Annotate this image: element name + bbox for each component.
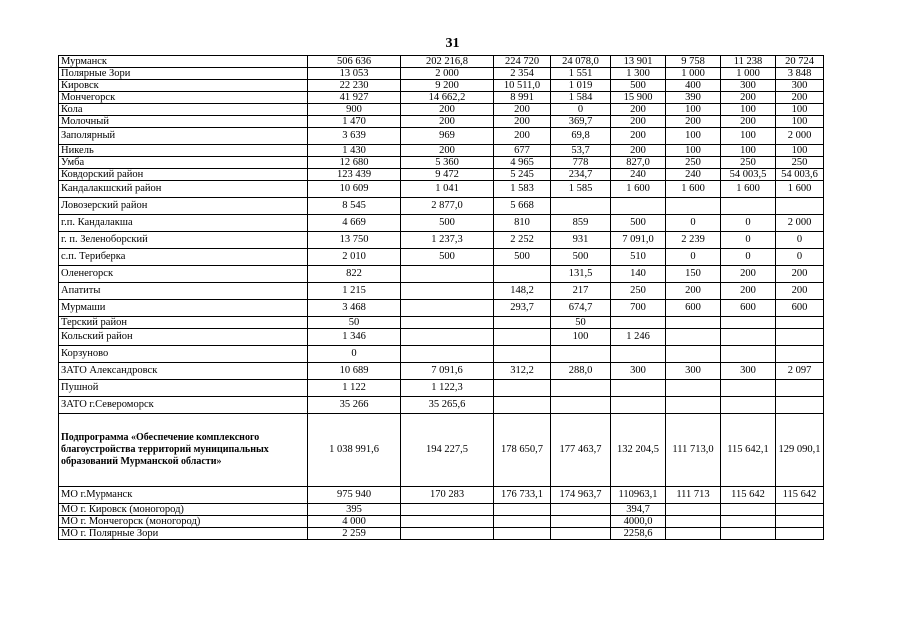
value-cell-1: 1 215 <box>308 283 401 300</box>
value-cell-2 <box>401 266 494 283</box>
value-cell-4: 24 078,0 <box>551 56 611 68</box>
table-row <box>59 363 824 380</box>
table-row <box>59 487 824 504</box>
value-cell-3: 500 <box>494 249 551 266</box>
table-row <box>59 128 824 145</box>
value-cell-7: 11 238 <box>721 56 776 68</box>
table-row <box>59 145 824 157</box>
value-cell-5: 110963,1 <box>611 487 666 504</box>
value-cell-1: 1 038 991,6 <box>308 414 401 487</box>
table-row <box>59 516 824 528</box>
value-cell-3: 4 965 <box>494 157 551 169</box>
value-cell-8 <box>776 198 824 215</box>
value-cell-4 <box>551 528 611 540</box>
value-cell-4: 131,5 <box>551 266 611 283</box>
value-cell-6: 100 <box>666 104 721 116</box>
value-cell-7 <box>721 198 776 215</box>
table-row <box>59 300 824 317</box>
value-cell-5: 500 <box>611 80 666 92</box>
value-cell-6: 2 239 <box>666 232 721 249</box>
value-cell-7: 300 <box>721 363 776 380</box>
value-cell-6: 240 <box>666 169 721 181</box>
value-cell-2: 500 <box>401 215 494 232</box>
value-cell-4: 53,7 <box>551 145 611 157</box>
value-cell-8 <box>776 380 824 397</box>
value-cell-1: 1 470 <box>308 116 401 128</box>
row-label-cell: Ковдорский район <box>59 169 308 181</box>
value-cell-6: 100 <box>666 128 721 145</box>
value-cell-6: 0 <box>666 215 721 232</box>
value-cell-2: 200 <box>401 116 494 128</box>
budget-table <box>58 55 824 540</box>
row-label-cell: Молочный <box>59 116 308 128</box>
value-cell-1: 900 <box>308 104 401 116</box>
value-cell-8: 200 <box>776 266 824 283</box>
value-cell-5: 13 901 <box>611 56 666 68</box>
value-cell-4: 100 <box>551 329 611 346</box>
value-cell-3: 810 <box>494 215 551 232</box>
value-cell-1: 395 <box>308 504 401 516</box>
row-label-cell: Кировск <box>59 80 308 92</box>
value-cell-6: 100 <box>666 145 721 157</box>
value-cell-6: 0 <box>666 249 721 266</box>
value-cell-3 <box>494 346 551 363</box>
value-cell-4: 1 585 <box>551 181 611 198</box>
row-label-cell: МО г. Мончегорск (моногород) <box>59 516 308 528</box>
value-cell-8: 100 <box>776 116 824 128</box>
row-label-cell: Апатиты <box>59 283 308 300</box>
row-label-cell: Заполярный <box>59 128 308 145</box>
table-row <box>59 181 824 198</box>
table-row <box>59 380 824 397</box>
value-cell-5: 827,0 <box>611 157 666 169</box>
value-cell-4 <box>551 397 611 414</box>
value-cell-5: 250 <box>611 283 666 300</box>
value-cell-5: 200 <box>611 104 666 116</box>
value-cell-7: 0 <box>721 215 776 232</box>
value-cell-5: 7 091,0 <box>611 232 666 249</box>
table-row <box>59 92 824 104</box>
value-cell-5: 200 <box>611 128 666 145</box>
value-cell-3 <box>494 266 551 283</box>
value-cell-2: 14 662,2 <box>401 92 494 104</box>
row-label-cell: Терский район <box>59 317 308 329</box>
value-cell-8: 54 003,6 <box>776 169 824 181</box>
value-cell-2: 500 <box>401 249 494 266</box>
value-cell-6 <box>666 329 721 346</box>
value-cell-3 <box>494 528 551 540</box>
value-cell-1: 3 639 <box>308 128 401 145</box>
value-cell-6 <box>666 198 721 215</box>
value-cell-5: 394,7 <box>611 504 666 516</box>
value-cell-5 <box>611 380 666 397</box>
value-cell-6: 9 758 <box>666 56 721 68</box>
row-label-cell: Мурманск <box>59 56 308 68</box>
value-cell-6: 1 600 <box>666 181 721 198</box>
value-cell-4: 69,8 <box>551 128 611 145</box>
value-cell-4: 288,0 <box>551 363 611 380</box>
value-cell-7: 100 <box>721 104 776 116</box>
value-cell-2 <box>401 528 494 540</box>
value-cell-1: 822 <box>308 266 401 283</box>
value-cell-1: 1 122 <box>308 380 401 397</box>
subprogram-row <box>59 414 824 487</box>
value-cell-1: 10 609 <box>308 181 401 198</box>
value-cell-5: 300 <box>611 363 666 380</box>
value-cell-8: 1 600 <box>776 181 824 198</box>
value-cell-3: 5 245 <box>494 169 551 181</box>
value-cell-6: 250 <box>666 157 721 169</box>
value-cell-7 <box>721 346 776 363</box>
value-cell-3: 293,7 <box>494 300 551 317</box>
value-cell-1: 41 927 <box>308 92 401 104</box>
value-cell-4 <box>551 516 611 528</box>
value-cell-7: 115 642 <box>721 487 776 504</box>
value-cell-6: 200 <box>666 283 721 300</box>
value-cell-4 <box>551 346 611 363</box>
value-cell-3: 677 <box>494 145 551 157</box>
value-cell-4: 1 584 <box>551 92 611 104</box>
row-label-cell: Пушной <box>59 380 308 397</box>
row-label-cell: Мурмаши <box>59 300 308 317</box>
table-row <box>59 266 824 283</box>
value-cell-8 <box>776 317 824 329</box>
value-cell-6: 111 713 <box>666 487 721 504</box>
table-row <box>59 169 824 181</box>
row-label-cell: ЗАТО г.Североморск <box>59 397 308 414</box>
row-label-cell: МО г. Полярные Зори <box>59 528 308 540</box>
value-cell-6: 300 <box>666 363 721 380</box>
value-cell-1: 3 468 <box>308 300 401 317</box>
value-cell-7: 1 000 <box>721 68 776 80</box>
value-cell-7: 0 <box>721 249 776 266</box>
value-cell-5 <box>611 198 666 215</box>
row-label-cell: Никель <box>59 145 308 157</box>
value-cell-7: 200 <box>721 266 776 283</box>
table-row <box>59 116 824 128</box>
value-cell-8: 2 000 <box>776 215 824 232</box>
table-row <box>59 528 824 540</box>
value-cell-4: 859 <box>551 215 611 232</box>
value-cell-5: 15 900 <box>611 92 666 104</box>
value-cell-8: 3 848 <box>776 68 824 80</box>
value-cell-6: 600 <box>666 300 721 317</box>
value-cell-2 <box>401 283 494 300</box>
table-row <box>59 397 824 414</box>
value-cell-1: 50 <box>308 317 401 329</box>
value-cell-3: 176 733,1 <box>494 487 551 504</box>
value-cell-7: 100 <box>721 145 776 157</box>
value-cell-8: 129 090,1 <box>776 414 824 487</box>
value-cell-3 <box>494 504 551 516</box>
value-cell-7: 300 <box>721 80 776 92</box>
table-row <box>59 283 824 300</box>
value-cell-6 <box>666 317 721 329</box>
table-row <box>59 329 824 346</box>
value-cell-3: 10 511,0 <box>494 80 551 92</box>
value-cell-6: 1 000 <box>666 68 721 80</box>
value-cell-2: 1 041 <box>401 181 494 198</box>
value-cell-1: 975 940 <box>308 487 401 504</box>
value-cell-7 <box>721 329 776 346</box>
value-cell-4 <box>551 198 611 215</box>
row-label-cell: Кольский район <box>59 329 308 346</box>
value-cell-8: 115 642 <box>776 487 824 504</box>
value-cell-1: 12 680 <box>308 157 401 169</box>
value-cell-4: 50 <box>551 317 611 329</box>
value-cell-2: 7 091,6 <box>401 363 494 380</box>
value-cell-5: 700 <box>611 300 666 317</box>
value-cell-6: 111 713,0 <box>666 414 721 487</box>
value-cell-6: 390 <box>666 92 721 104</box>
value-cell-3 <box>494 397 551 414</box>
row-label-cell: Корзуново <box>59 346 308 363</box>
value-cell-4: 500 <box>551 249 611 266</box>
value-cell-3 <box>494 380 551 397</box>
value-cell-5 <box>611 397 666 414</box>
value-cell-8: 0 <box>776 232 824 249</box>
value-cell-2 <box>401 300 494 317</box>
value-cell-2: 969 <box>401 128 494 145</box>
value-cell-2: 200 <box>401 104 494 116</box>
value-cell-3 <box>494 516 551 528</box>
value-cell-3: 1 583 <box>494 181 551 198</box>
value-cell-3: 200 <box>494 128 551 145</box>
value-cell-5: 200 <box>611 116 666 128</box>
value-cell-7 <box>721 397 776 414</box>
value-cell-8 <box>776 397 824 414</box>
value-cell-4: 177 463,7 <box>551 414 611 487</box>
value-cell-7 <box>721 528 776 540</box>
value-cell-5: 132 204,5 <box>611 414 666 487</box>
value-cell-3: 224 720 <box>494 56 551 68</box>
table-row <box>59 157 824 169</box>
value-cell-5: 2258,6 <box>611 528 666 540</box>
value-cell-5: 1 246 <box>611 329 666 346</box>
value-cell-2: 2 000 <box>401 68 494 80</box>
value-cell-2: 2 877,0 <box>401 198 494 215</box>
value-cell-4: 234,7 <box>551 169 611 181</box>
value-cell-2 <box>401 346 494 363</box>
table-row <box>59 317 824 329</box>
value-cell-1: 8 545 <box>308 198 401 215</box>
row-label-cell: МО г. Кировск (моногород) <box>59 504 308 516</box>
table-row <box>59 104 824 116</box>
value-cell-1: 0 <box>308 346 401 363</box>
value-cell-3 <box>494 329 551 346</box>
value-cell-3: 148,2 <box>494 283 551 300</box>
value-cell-1: 2 010 <box>308 249 401 266</box>
value-cell-8 <box>776 346 824 363</box>
row-label-cell: ЗАТО Александровск <box>59 363 308 380</box>
value-cell-7: 200 <box>721 116 776 128</box>
value-cell-7 <box>721 380 776 397</box>
table-body <box>59 56 824 540</box>
value-cell-1: 123 439 <box>308 169 401 181</box>
value-cell-8: 600 <box>776 300 824 317</box>
value-cell-7: 100 <box>721 128 776 145</box>
row-label-cell: г. п. Зеленоборский <box>59 232 308 249</box>
value-cell-8: 100 <box>776 145 824 157</box>
value-cell-1: 4 669 <box>308 215 401 232</box>
value-cell-3: 8 991 <box>494 92 551 104</box>
value-cell-3: 200 <box>494 104 551 116</box>
row-label-cell: Подпрограмма «Обеспечение комплексного благоустройства территорий муниципальных образований Мурманской области» <box>59 414 308 487</box>
row-label-cell: Мончегорск <box>59 92 308 104</box>
value-cell-5: 1 600 <box>611 181 666 198</box>
value-cell-4: 174 963,7 <box>551 487 611 504</box>
value-cell-7: 115 642,1 <box>721 414 776 487</box>
value-cell-3 <box>494 317 551 329</box>
value-cell-4: 369,7 <box>551 116 611 128</box>
value-cell-2 <box>401 516 494 528</box>
table-row <box>59 249 824 266</box>
value-cell-6 <box>666 504 721 516</box>
table-row <box>59 80 824 92</box>
value-cell-2 <box>401 329 494 346</box>
value-cell-7 <box>721 504 776 516</box>
value-cell-8: 20 724 <box>776 56 824 68</box>
value-cell-6 <box>666 528 721 540</box>
value-cell-8 <box>776 329 824 346</box>
value-cell-1: 35 266 <box>308 397 401 414</box>
value-cell-2 <box>401 317 494 329</box>
value-cell-1: 13 750 <box>308 232 401 249</box>
value-cell-7: 1 600 <box>721 181 776 198</box>
value-cell-8: 200 <box>776 283 824 300</box>
value-cell-8 <box>776 516 824 528</box>
value-cell-3: 2 354 <box>494 68 551 80</box>
value-cell-2 <box>401 504 494 516</box>
value-cell-8: 100 <box>776 104 824 116</box>
row-label-cell: Ловозерский район <box>59 198 308 215</box>
value-cell-2: 200 <box>401 145 494 157</box>
value-cell-4 <box>551 380 611 397</box>
value-cell-8: 0 <box>776 249 824 266</box>
value-cell-5 <box>611 317 666 329</box>
value-cell-1: 13 053 <box>308 68 401 80</box>
value-cell-1: 2 259 <box>308 528 401 540</box>
value-cell-4: 1 019 <box>551 80 611 92</box>
value-cell-7: 200 <box>721 92 776 104</box>
value-cell-8: 2 097 <box>776 363 824 380</box>
value-cell-3: 5 668 <box>494 198 551 215</box>
value-cell-5: 240 <box>611 169 666 181</box>
value-cell-8 <box>776 504 824 516</box>
value-cell-4: 1 551 <box>551 68 611 80</box>
table-row <box>59 68 824 80</box>
value-cell-8: 2 000 <box>776 128 824 145</box>
value-cell-7: 600 <box>721 300 776 317</box>
value-cell-5: 4000,0 <box>611 516 666 528</box>
value-cell-1: 1 430 <box>308 145 401 157</box>
value-cell-6 <box>666 380 721 397</box>
table-row <box>59 346 824 363</box>
value-cell-2: 202 216,8 <box>401 56 494 68</box>
row-label-cell: г.п. Кандалакша <box>59 215 308 232</box>
value-cell-8 <box>776 528 824 540</box>
value-cell-3: 178 650,7 <box>494 414 551 487</box>
row-label-cell: МО г.Мурманск <box>59 487 308 504</box>
value-cell-4: 931 <box>551 232 611 249</box>
value-cell-4: 0 <box>551 104 611 116</box>
value-cell-7: 0 <box>721 232 776 249</box>
row-label-cell: с.п. Териберка <box>59 249 308 266</box>
value-cell-1: 1 346 <box>308 329 401 346</box>
row-label-cell: Кандалакшский район <box>59 181 308 198</box>
value-cell-7: 250 <box>721 157 776 169</box>
table-row <box>59 215 824 232</box>
row-label-cell: Умба <box>59 157 308 169</box>
row-label-cell: Полярные Зори <box>59 68 308 80</box>
value-cell-7: 200 <box>721 283 776 300</box>
value-cell-2: 1 237,3 <box>401 232 494 249</box>
page-number: 31 <box>445 36 460 51</box>
value-cell-1: 4 000 <box>308 516 401 528</box>
value-cell-2: 9 200 <box>401 80 494 92</box>
value-cell-6 <box>666 516 721 528</box>
value-cell-7 <box>721 516 776 528</box>
value-cell-5: 200 <box>611 145 666 157</box>
value-cell-2: 35 265,6 <box>401 397 494 414</box>
value-cell-6 <box>666 346 721 363</box>
value-cell-2: 9 472 <box>401 169 494 181</box>
value-cell-8: 200 <box>776 92 824 104</box>
value-cell-8: 250 <box>776 157 824 169</box>
value-cell-4: 217 <box>551 283 611 300</box>
value-cell-2: 1 122,3 <box>401 380 494 397</box>
value-cell-2: 5 360 <box>401 157 494 169</box>
value-cell-3: 200 <box>494 116 551 128</box>
value-cell-2: 170 283 <box>401 487 494 504</box>
table-row <box>59 56 824 68</box>
table-row <box>59 504 824 516</box>
value-cell-6 <box>666 397 721 414</box>
value-cell-3: 312,2 <box>494 363 551 380</box>
value-cell-4: 778 <box>551 157 611 169</box>
value-cell-7: 54 003,5 <box>721 169 776 181</box>
value-cell-1: 506 636 <box>308 56 401 68</box>
value-cell-4: 674,7 <box>551 300 611 317</box>
value-cell-6: 200 <box>666 116 721 128</box>
value-cell-5: 1 300 <box>611 68 666 80</box>
value-cell-2: 194 227,5 <box>401 414 494 487</box>
value-cell-5 <box>611 346 666 363</box>
value-cell-4 <box>551 504 611 516</box>
value-cell-6: 150 <box>666 266 721 283</box>
value-cell-3: 2 252 <box>494 232 551 249</box>
value-cell-5: 140 <box>611 266 666 283</box>
table-row <box>59 198 824 215</box>
value-cell-8: 300 <box>776 80 824 92</box>
value-cell-1: 10 689 <box>308 363 401 380</box>
value-cell-5: 500 <box>611 215 666 232</box>
row-label-cell: Кола <box>59 104 308 116</box>
value-cell-5: 510 <box>611 249 666 266</box>
value-cell-6: 400 <box>666 80 721 92</box>
value-cell-1: 22 230 <box>308 80 401 92</box>
value-cell-7 <box>721 317 776 329</box>
table-row <box>59 232 824 249</box>
row-label-cell: Оленегорск <box>59 266 308 283</box>
